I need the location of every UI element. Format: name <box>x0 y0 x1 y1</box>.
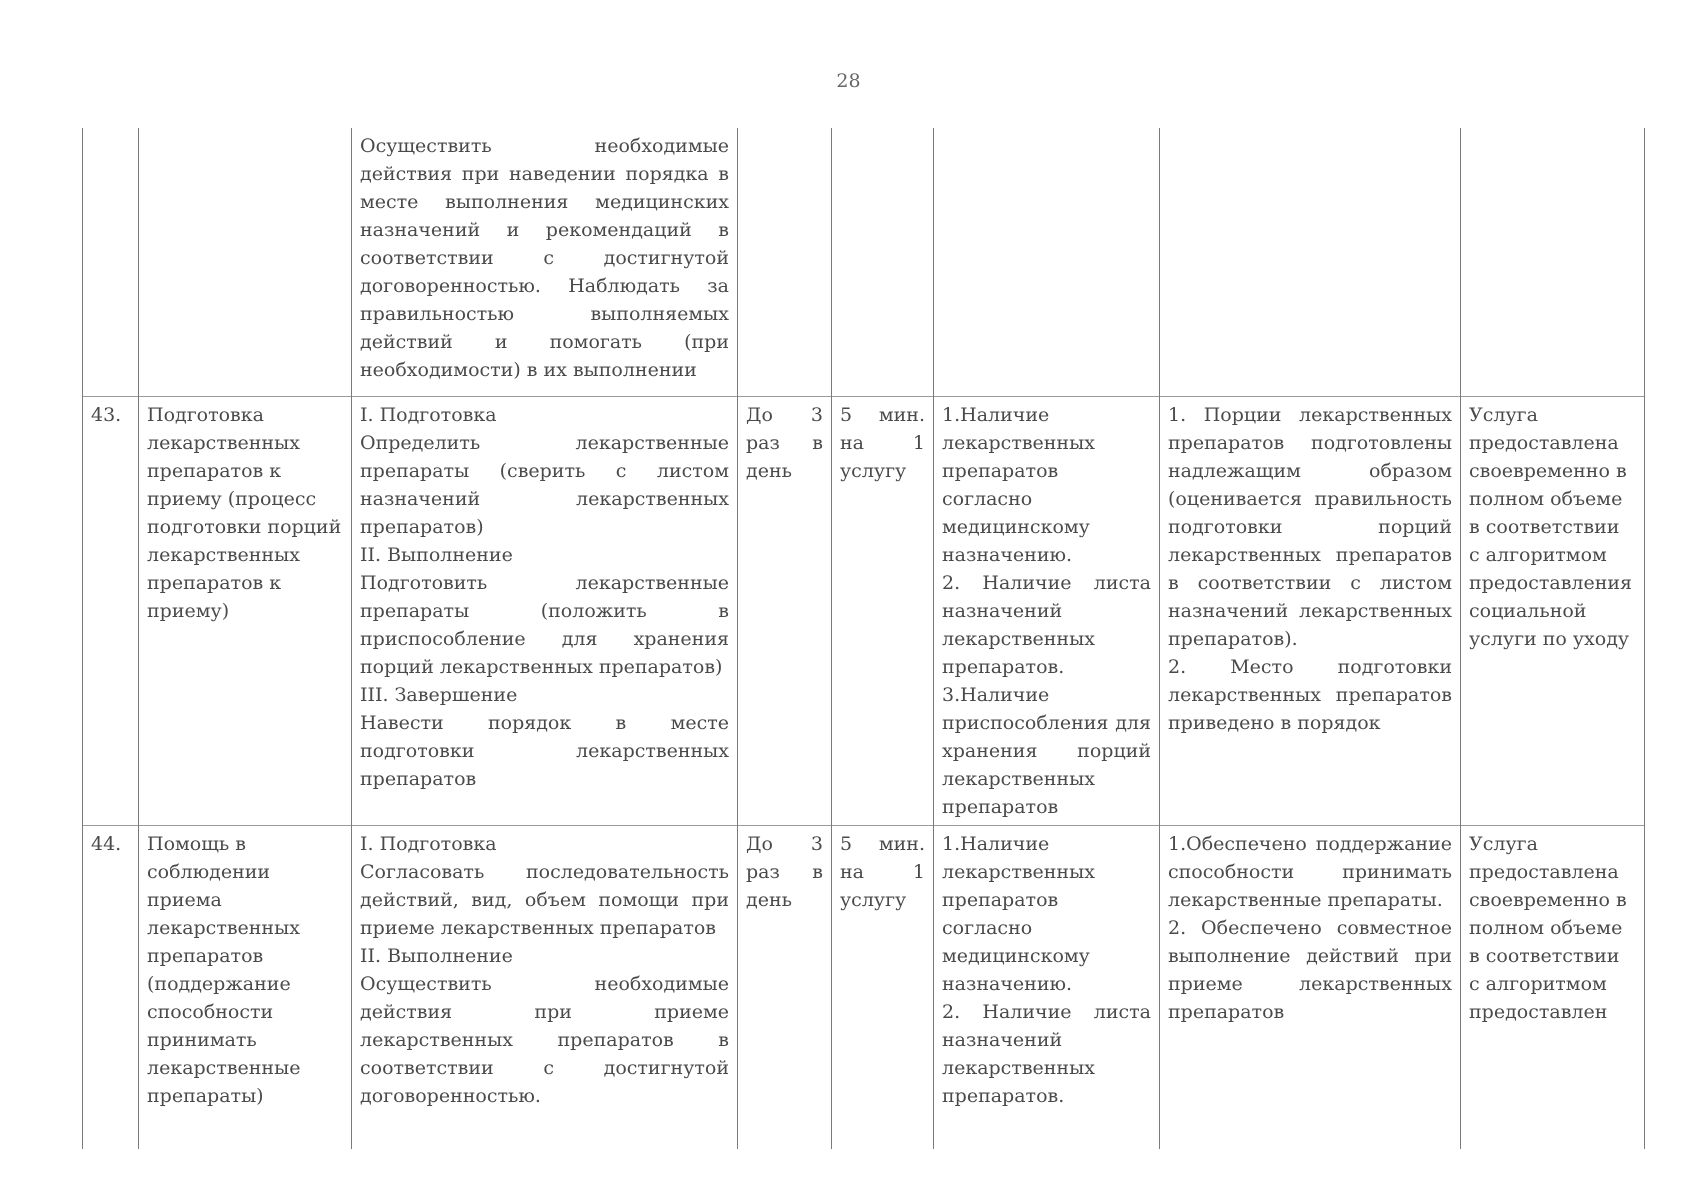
condition-item: 2. Наличие листа назначений лекарственных препаратов. <box>942 571 1151 678</box>
content-line: Согласовать последовательность действий, вид, объем помощи при приеме лекарственных препаратов <box>360 860 729 939</box>
condition-item: 1.Наличие лекарственных препаратов согласно медицинскому назначению. <box>942 832 1095 995</box>
service-frequency: До 3 раз в день <box>738 396 832 825</box>
content-line: Осуществить необходимые действия при наведении порядка в месте выполнения медицинских назначений и рекомендаций в соответствии с достигнутой договоренностью. Наблюдать за правильностью выполняемых действий и помогать (при необходимости) в их выполнении <box>360 135 729 381</box>
service-evaluation <box>1461 128 1645 396</box>
content-line: Осуществить необходимые действия при приеме лекарственных препаратов в соответствии с достигнутой договоренностью. <box>360 972 729 1107</box>
content-line: I. Подготовка <box>360 403 497 426</box>
table-row <box>83 825 1645 1149</box>
service-duration: 5 мин. на 1 услугу <box>832 396 934 825</box>
content-line: Определить лекарственные препараты (сверить с листом назначений лекарственных препаратов) <box>360 431 729 538</box>
service-frequency: До 3 раз в день <box>738 825 832 1149</box>
service-conditions <box>934 128 1160 396</box>
service-content <box>352 396 738 825</box>
service-frequency <box>738 128 832 396</box>
service-name: Помощь в соблюдении приема лекарственных препаратов (поддержание способности принимать лекарственные препараты) <box>139 825 352 1149</box>
service-conditions <box>934 825 1160 1149</box>
service-name: Подготовка лекарственных препаратов к приему (процесс подготовки порций лекарственных препаратов к приему) <box>139 396 352 825</box>
condition-item: 2. Наличие листа назначений лекарственных препаратов. <box>942 1000 1151 1107</box>
service-evaluation: Услуга предоставлена своевременно в полном объеме в соответствии с алгоритмом предоставления социальной услуги по уходу <box>1461 396 1645 825</box>
service-duration: 5 мин. на 1 услугу <box>832 825 934 1149</box>
service-conditions <box>934 396 1160 825</box>
content-line: III. Завершение <box>360 683 518 706</box>
service-results <box>1160 128 1461 396</box>
result-item: 2. Место подготовки лекарственных препаратов приведено в порядок <box>1168 655 1452 734</box>
result-item: 2. Обеспечено совместное выполнение действий при приеме лекарственных препаратов <box>1168 916 1452 1023</box>
service-name <box>139 128 352 396</box>
result-item: 1.Обеспечено поддержание способности принимать лекарственные препараты. <box>1168 832 1452 911</box>
row-number: 44. <box>83 825 139 1149</box>
result-item: 1. Порции лекарственных препаратов подготовлены надлежащим образом (оценивается правильность подготовки порций лекарственных препаратов в соответствии с листом назначений лекарственных препаратов). <box>1168 403 1452 650</box>
service-duration <box>832 128 934 396</box>
service-content <box>352 128 738 396</box>
content-line: Подготовить лекарственные препараты (положить в приспособление для хранения порций лекарственных препаратов) <box>360 571 729 678</box>
table-row <box>83 396 1645 825</box>
service-table <box>82 128 1645 1149</box>
content-line: Навести порядок в месте подготовки лекарственных препаратов <box>360 711 729 790</box>
content-line: II. Выполнение <box>360 543 513 566</box>
service-content <box>352 825 738 1149</box>
table-row <box>83 128 1645 396</box>
content-line: I. Подготовка <box>360 832 497 855</box>
page-number: 28 <box>836 70 861 92</box>
service-results <box>1160 396 1461 825</box>
condition-item: 1.Наличие лекарственных препаратов согласно медицинскому назначению. <box>942 403 1095 566</box>
row-number: 43. <box>83 396 139 825</box>
service-results <box>1160 825 1461 1149</box>
content-line: II. Выполнение <box>360 944 513 967</box>
row-number <box>83 128 139 396</box>
service-evaluation: Услуга предоставлена своевременно в полном объеме в соответствии с алгоритмом предоставлен <box>1461 825 1645 1149</box>
condition-item: 3.Наличие приспособления для хранения порций лекарственных препаратов <box>942 683 1151 818</box>
